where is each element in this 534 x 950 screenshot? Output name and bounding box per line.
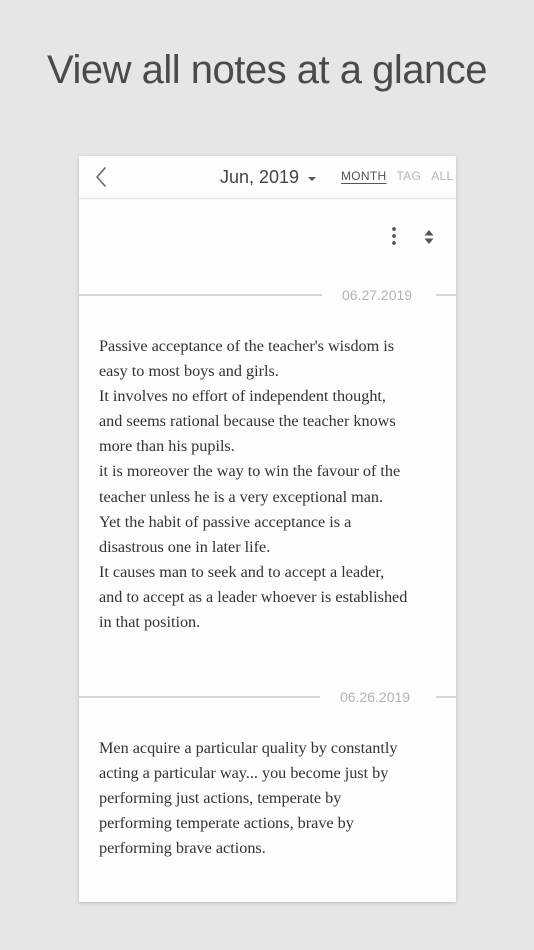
note-line: It involves no effort of independent thought,	[99, 387, 386, 406]
note-line: performing brave actions.	[99, 839, 266, 858]
note-entry[interactable]	[99, 736, 439, 861]
caret-down-icon	[308, 177, 316, 181]
promo-headline: View all notes at a glance	[47, 48, 487, 92]
note-line: and seems rational because the teacher knows	[99, 412, 396, 431]
divider-line	[436, 294, 456, 296]
tab-tag[interactable]: TAG	[396, 169, 422, 183]
chevron-left-icon	[91, 165, 115, 189]
note-entry[interactable]	[99, 334, 439, 635]
note-line: performing temperate actions, brave by	[99, 814, 354, 833]
view-tabs	[341, 169, 453, 183]
more-options-button[interactable]	[387, 226, 401, 246]
sort-updown-icon	[422, 228, 436, 246]
tab-month[interactable]: MONTH	[341, 169, 387, 183]
divider-line	[79, 294, 322, 296]
note-line: Yet the habit of passive acceptance is a	[99, 512, 352, 531]
note-line: in that position.	[99, 613, 201, 632]
note-date: 06.27.2019	[342, 287, 413, 303]
note-line: disastrous one in later life.	[99, 537, 271, 556]
note-line: teacher unless he is a very exceptional man.	[99, 487, 384, 506]
month-selector[interactable]	[220, 164, 316, 190]
back-button[interactable]	[91, 165, 115, 189]
note-line: and to accept as a leader whoever is established	[99, 587, 408, 606]
app-screen	[79, 156, 456, 902]
top-bar	[79, 156, 456, 199]
note-line: Passive acceptance of the teacher's wisdom is	[99, 337, 395, 355]
note-line: acting a particular way... you become just by	[99, 764, 389, 783]
date-divider	[79, 285, 456, 305]
note-line: It causes man to seek and to accept a leader,	[99, 562, 385, 581]
note-line: it is moreover the way to win the favour of the	[99, 462, 401, 481]
divider-line	[79, 696, 320, 698]
vertical-dots-icon	[387, 226, 401, 246]
note-date: 06.26.2019	[340, 689, 411, 705]
note-line: Men acquire a particular quality by constantly	[99, 739, 398, 757]
note-line: more than his pupils.	[99, 437, 235, 456]
sort-button[interactable]	[422, 228, 436, 246]
tab-all[interactable]: ALL	[431, 169, 454, 183]
note-line: performing just actions, temperate by	[99, 789, 342, 808]
note-line: easy to most boys and girls.	[99, 362, 279, 381]
date-divider	[79, 687, 456, 707]
divider-line	[436, 696, 456, 698]
month-label: Jun, 2019	[220, 166, 300, 187]
